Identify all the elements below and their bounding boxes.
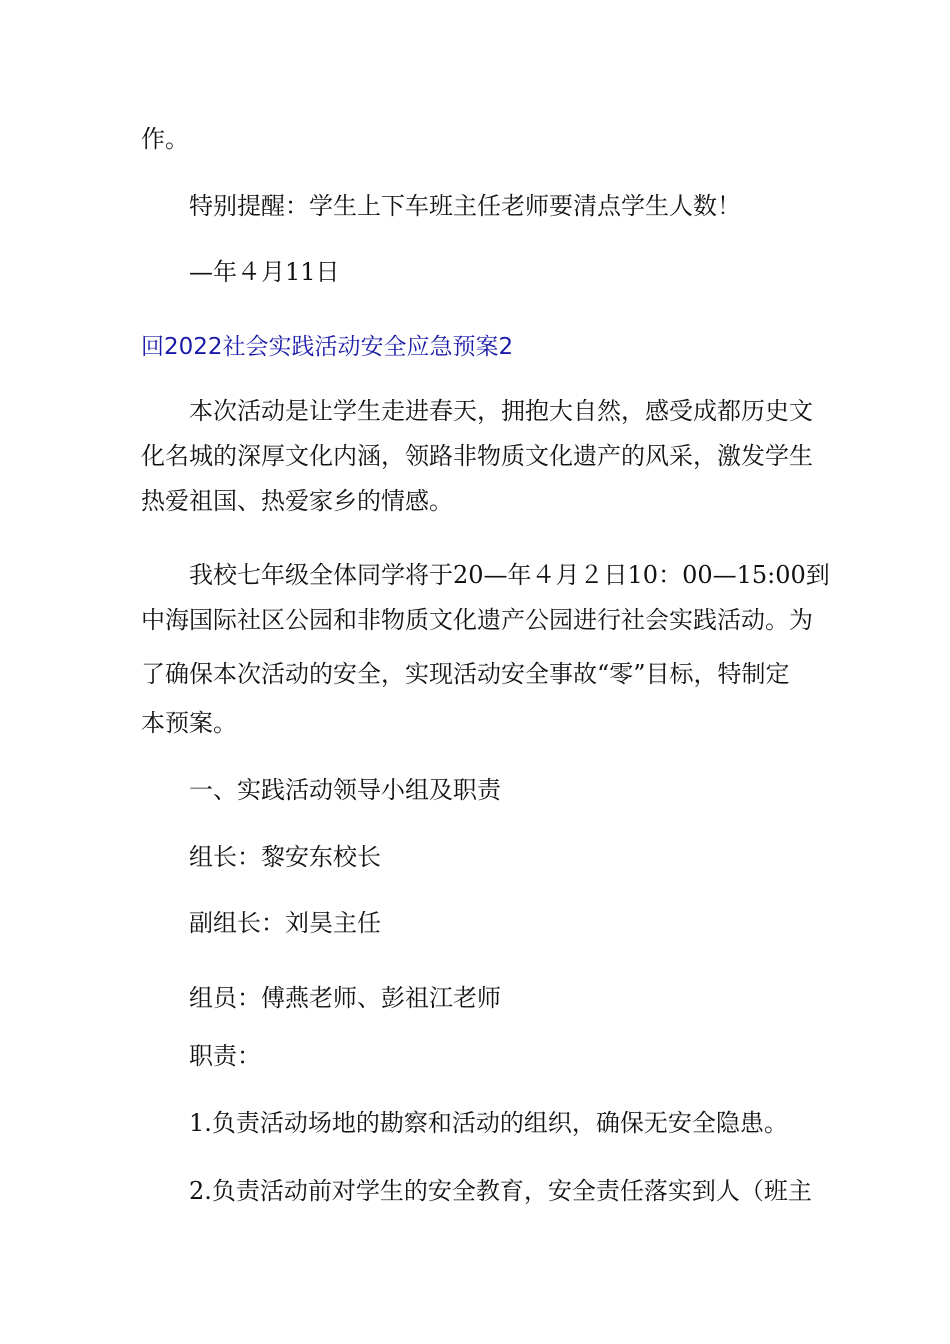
paragraph-2-line-2: 中海国际社区公园和非物质文化遗产公园进行社会实践活动。为 [141, 606, 813, 634]
paragraph-1-line-1: 本次活动是让学生走进春天，拥抱大自然，感受成都历史文 [189, 397, 813, 425]
paragraph-1-line-2: 化名城的深厚文化内涵，领路非物质文化遗产的风采，激发学生 [141, 442, 813, 470]
vice-group-leader: 副组长：刘昊主任 [189, 909, 381, 937]
document-date: —年４月11日 [189, 258, 340, 286]
duty-item-2: 2.负责活动前对学生的安全教育，安全责任落实到人（班主 [189, 1177, 812, 1205]
duties-label: 职责： [189, 1042, 261, 1070]
paragraph-2-line-1: 我校七年级全体同学将于20—年４月２日10：00—15:00到 [189, 561, 830, 589]
group-members: 组员：傅燕老师、彭祖江老师 [189, 984, 501, 1012]
paragraph-1-line-3: 热爱祖国、热爱家乡的情感。 [141, 487, 453, 515]
paragraph-2-line-3: 了确保本次活动的安全，实现活动安全事故“零”目标，特制定 [141, 660, 790, 688]
paragraph-2-line-4: 本预案。 [141, 709, 237, 737]
duty-item-1: 1.负责活动场地的勘察和活动的组织，确保无安全隐患。 [189, 1109, 788, 1137]
special-reminder: 特别提醒：学生上下车班主任老师要清点学生人数！ [189, 192, 741, 220]
section-1-title: 一、实践活动领导小组及职责 [189, 776, 501, 804]
section-heading: 回2022社会实践活动安全应急预案2 [141, 334, 514, 360]
group-leader: 组长：黎安东校长 [189, 843, 381, 871]
paragraph-continuation: 作。 [141, 125, 189, 153]
